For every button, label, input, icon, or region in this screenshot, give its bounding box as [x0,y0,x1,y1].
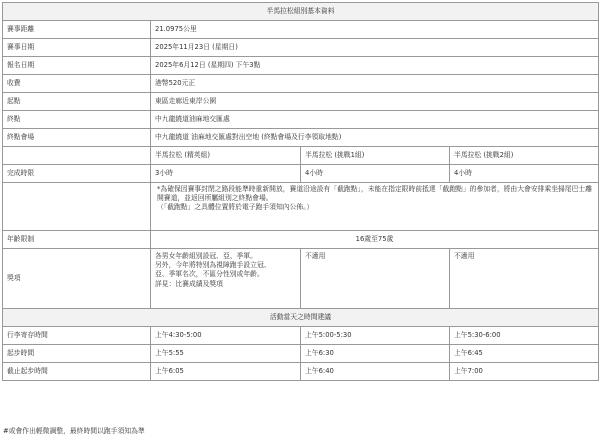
table-row [3,39,599,57]
empty-cell [3,147,151,165]
table-row [3,345,599,363]
row-label: 獎項 [3,249,151,309]
table-row [3,165,599,183]
finish-value: 中九龍繞道油麻地交匯處 [151,111,599,129]
table-row [3,231,599,249]
row-label: 賽事日期 [3,39,151,57]
row-label: 賽事距離 [3,21,151,39]
schedule-cell: 上午5:00-5:30 [301,327,450,345]
schedule-cell: 上午5:55 [151,345,301,363]
cutoff-challenge-2: 4小時 [450,165,599,183]
category-elite: 半馬拉松 (精英組) [151,147,301,165]
prize-line: 各男女年齡組別設冠、亞、季軍。 [155,252,257,260]
prize-line: 另外，今年將特別為視障跑手設立冠、 [155,261,271,270]
schedule-cell: 上午6:45 [450,345,599,363]
race-date-value: 2025年11月23日 (星期日) [151,39,599,57]
table-row [3,21,599,39]
category-challenge-1: 半馬拉松 (挑戰1組) [301,147,450,165]
table-title-row [3,3,599,21]
distance-value: 21.0975公里 [151,21,599,39]
fee-value: 港幣520元正 [151,75,599,93]
row-label: 終點會場 [3,129,151,147]
row-label: 起點 [3,93,151,111]
row-label: 年齡限制 [3,231,151,249]
start-value: 東區走廊近東岸公園 [151,93,599,111]
cutoff-note [151,183,599,231]
cutoff-note-row [3,183,599,231]
table-row [3,363,599,381]
schedule-cell: 上午7:00 [450,363,599,381]
table-row [3,249,599,309]
table-row [3,75,599,93]
age-limit-value: 16歲至75歲 [151,231,599,249]
cutoff-note-line: *為確保因賽事封閉之路段能準時重新開放，賽道沿途設有「截跑點」，未能在指定限時前抵達「截跑點」的參加者，將由大會安排乘坐掃尾巴士離開賽道，並返回所屬組別之終點會場。 [157,185,592,203]
table-row [3,93,599,111]
row-label: 行李寄存時間 [3,327,151,345]
row-label: 收費 [3,75,151,93]
prizes-elite [151,249,301,309]
cutoff-note-line: （「截跑點」之具體位置將於電子跑手須知內公佈。） [157,203,314,212]
row-label: 終點 [3,111,151,129]
prizes-challenge-2: 不適用 [450,249,599,309]
schedule-cell: 上午6:05 [151,363,301,381]
cutoff-challenge-1: 4小時 [301,165,450,183]
category-challenge-2: 半馬拉松 (挑戰2組) [450,147,599,165]
schedule-cell: 上午6:40 [301,363,450,381]
prizes-challenge-1: 不適用 [301,249,450,309]
half-marathon-info-table [2,2,599,381]
prize-line: 詳見：比賽成績及獎項 [155,279,223,288]
prize-line: 亞、季軍名次，不區分性別或年齡。 [155,270,264,279]
empty-cell [3,183,151,231]
table-title: 半馬拉松組別基本資料 [3,3,599,21]
table-row [3,57,599,75]
schedule-cell: 上午5:30-6:00 [450,327,599,345]
schedule-cell: 上午6:30 [301,345,450,363]
category-header-row [3,147,599,165]
row-label: 完成時限 [3,165,151,183]
row-label: 報名日期 [3,57,151,75]
registration-date-value: 2025年6月12日 (星期四) 下午3點 [151,57,599,75]
table-row [3,129,599,147]
schedule-cell: 上午4:30-5:00 [151,327,301,345]
table-row [3,327,599,345]
cutoff-elite: 3小時 [151,165,301,183]
table-row [3,111,599,129]
footnote: #或會作出輕微調整，最終時間以跑手須知為準 [3,427,145,435]
row-label: 截止起步時間 [3,363,151,381]
row-label: 起步時間 [3,345,151,363]
schedule-title: 活動當天之時間建議 [3,309,599,327]
schedule-title-row [3,309,599,327]
finish-venue-value: 中九龍繞道 油麻地交匯處對出空地 (終點會場及行李領取地點) [151,129,599,147]
